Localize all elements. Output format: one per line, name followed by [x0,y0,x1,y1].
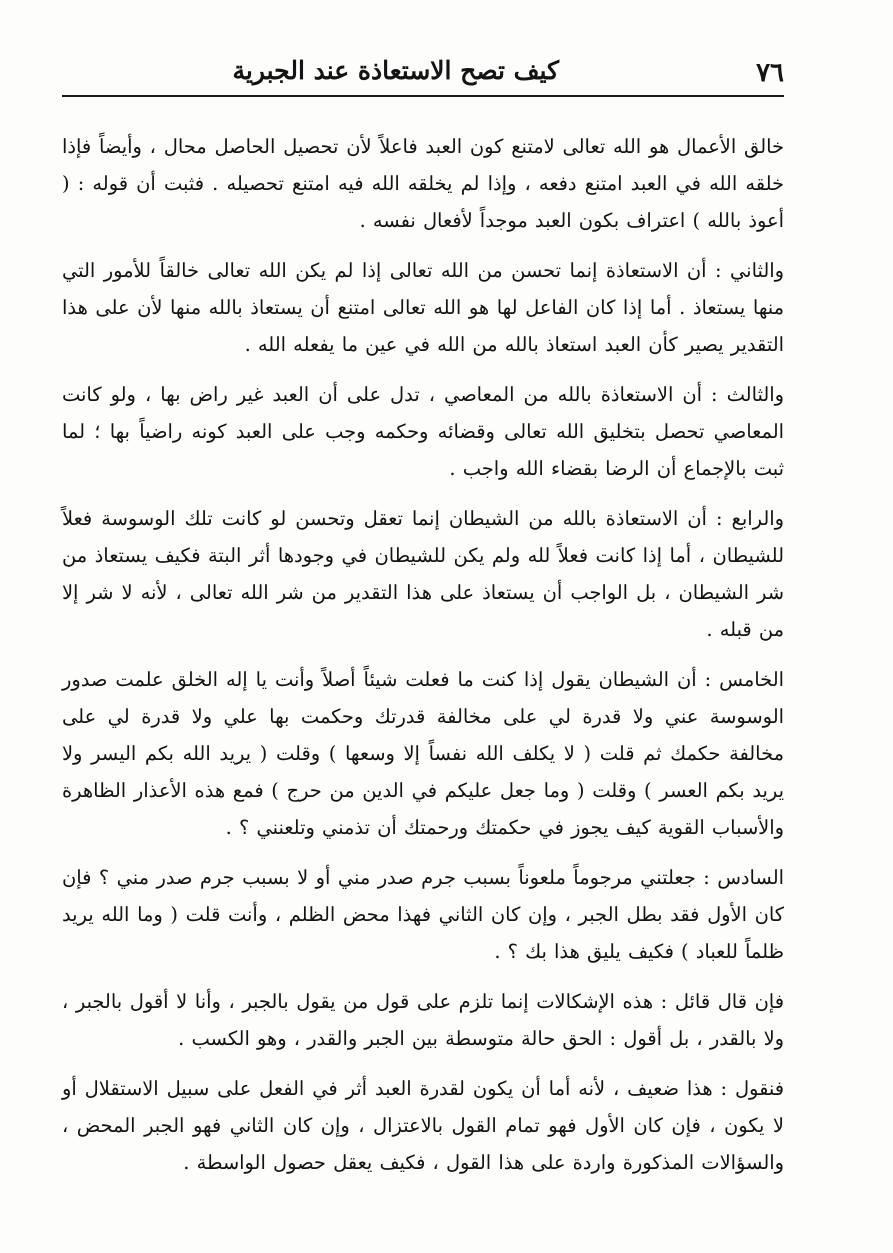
paragraph: فنقول : هذا ضعيف ، لأنه أما أن يكون لقدرة العبد أثر في الفعل على سبيل الاستقلال أو لا يكون ، فإن كان الأول فهو تمام القول بالاعتزال ، وإن كان الثاني فهو الجبر المحض ، والسؤالات المذكورة واردة على هذا القول ، فكيف يعقل حصول الواسطة . [62,1077,784,1174]
paragraph: والثاني : أن الاستعاذة إنما تحسن من الله تعالى إذا لم يكن الله تعالى خالقاً للأمور التي منها يستعاذ . أما إذا كان الفاعل لها هو الله تعالى امتنع أن يستعاذ بالله منها لأن على هذا التقدير يصير كأن العبد استعاذ بالله من الله في عين ما يفعله الله . [62,259,784,356]
paragraph: فإن قال قائل : هذه الإشكالات إنما تلزم على قول من يقول بالجبر ، وأنا لا أقول بالجبر ، ولا بالقدر ، بل أقول : الحق حالة متوسطة بين الجبر والقدر ، وهو الكسب . [62,990,784,1050]
paragraph: السادس : جعلتني مرجوماً ملعوناً بسبب جرم صدر مني أو لا بسبب جرم صدر مني ؟ فإن كان الأول فقد بطل الجبر ، وإن كان الثاني فهذا محض الظلم ، وأنت قلت ( وما الله يريد ظلماً للعباد ) فكيف يليق هذا بك ؟ . [62,866,784,963]
page-number: ٧٦ [756,58,784,88]
body-text [62,128,784,1194]
page-header [62,50,784,90]
header-rule [62,95,784,97]
paragraph: الخامس : أن الشيطان يقول إذا كنت ما فعلت شيئاً أصلاً وأنت يا إله الخلق علمت صدور الوسوسة عني ولا قدرة لي على مخالفة قدرتك وحكمت بها علي ولا قدرة لي على مخالفة حكمك ثم قلت ( لا يكلف الله نفساً إلا وسعها ) وقلت ( يريد الله بكم اليسر ولا يريد بكم العسر ) وقلت ( وما جعل عليكم في الدين من حرج ) فمع هذه الأعذار الظاهرة والأسباب القوية كيف يجوز في حكمتك ورحمتك أن تذمني وتلعنني ؟ . [62,668,784,839]
running-title: كيف تصح الاستعاذة عند الجبرية [232,56,559,85]
paragraph: خالق الأعمال هو الله تعالى لامتنع كون العبد فاعلاً لأن تحصيل الحاصل محال ، وأيضاً فإذا خلقه الله في العبد امتنع دفعه ، وإذا لم يخلقه الله فيه امتنع تحصيله . فثبت أن قوله : ( أعوذ بالله ) اعتراف بكون العبد موجداً لأفعال نفسه . [62,135,784,232]
paragraph: والثالث : أن الاستعاذة بالله من المعاصي ، تدل على أن العبد غير راض بها ، ولو كانت المعاصي تحصل بتخليق الله تعالى وقضائه وحكمه وجب على العبد كونه راضياً بها ؛ لما ثبت بالإجماع أن الرضا بقضاء الله واجب . [62,383,784,480]
paragraph: والرابع : أن الاستعاذة بالله من الشيطان إنما تعقل وتحسن لو كانت تلك الوسوسة فعلاً للشيطان ، أما إذا كانت فعلاً لله ولم يكن للشيطان في وجودها أثر البتة فكيف يستعاذ من شر الشيطان ، بل الواجب أن يستعاذ على هذا التقدير من شر الله تعالى ، لأنه لا شر إلا من قبله . [62,507,784,641]
